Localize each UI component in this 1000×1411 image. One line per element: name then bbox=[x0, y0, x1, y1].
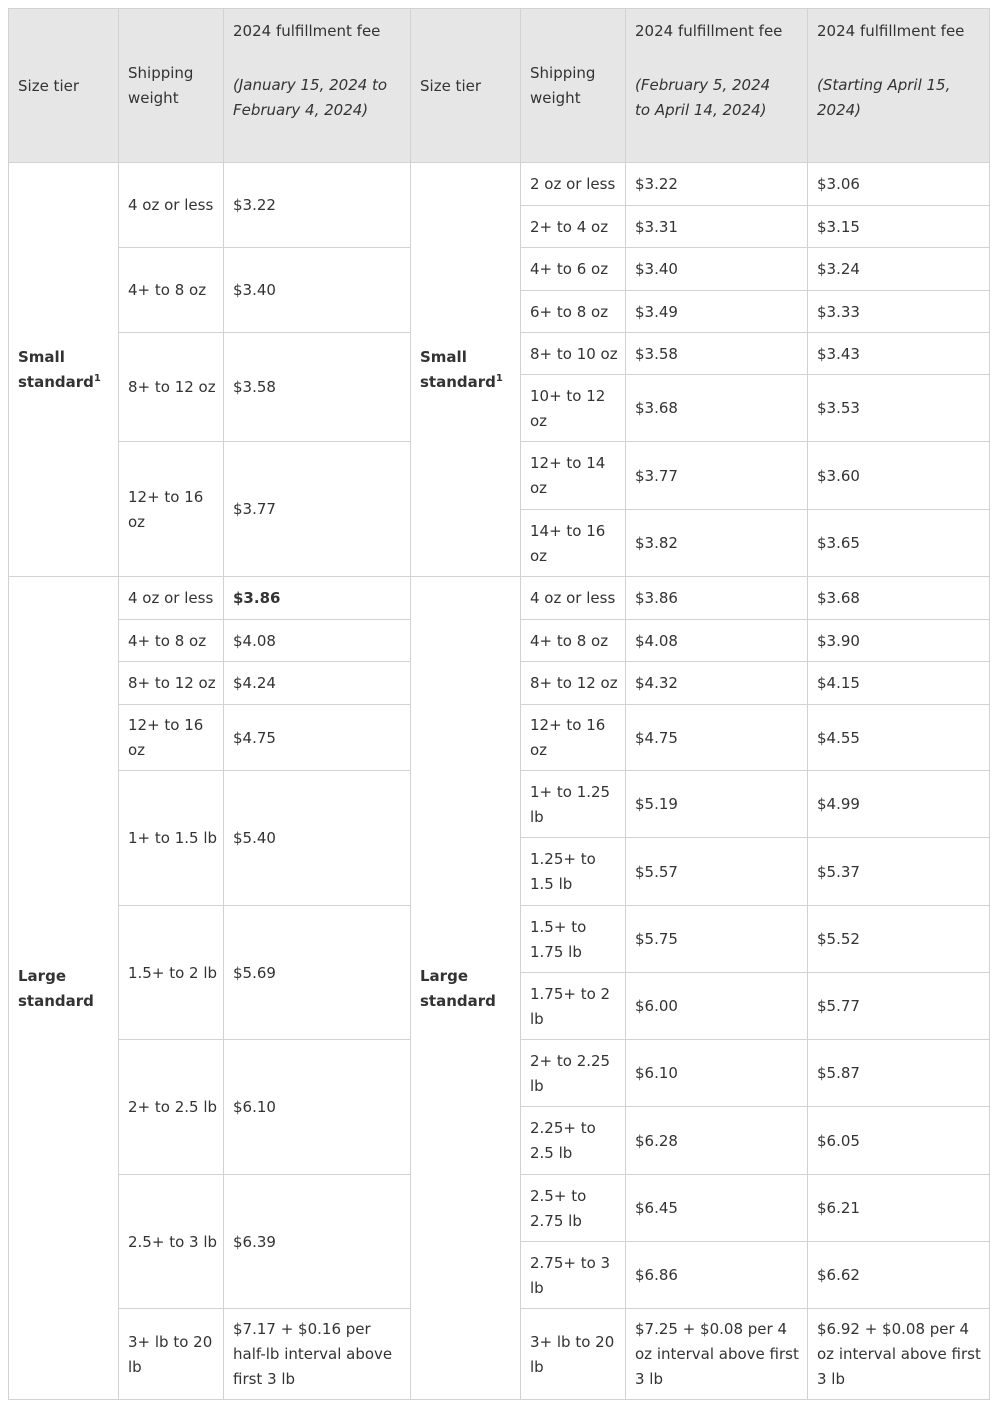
shipping-weight-cell-text: oz bbox=[530, 741, 548, 759]
fee-feb-cell-text: $3.40 bbox=[635, 260, 678, 278]
footnote-marker: 1 bbox=[93, 373, 101, 384]
fee-jan-cell-text: $4.24 bbox=[233, 674, 276, 692]
fee-feb-cell bbox=[625, 905, 808, 973]
fee-feb-cell-text: $5.19 bbox=[635, 795, 678, 813]
shipping-weight-cell bbox=[520, 247, 626, 291]
shipping-weight-cell bbox=[520, 374, 626, 442]
fee-jan-cell bbox=[223, 1039, 411, 1175]
fee-apr-cell-text: $5.87 bbox=[817, 1064, 860, 1082]
fee-apr-cell-text: $4.15 bbox=[817, 674, 860, 692]
shipping-weight-cell-text: 2.5+ to 3 lb bbox=[128, 1233, 218, 1251]
shipping-weight-cell bbox=[118, 704, 224, 771]
fee-apr-cell-text: $5.37 bbox=[817, 863, 860, 881]
fee-jan-cell bbox=[223, 905, 411, 1040]
fee-feb-cell bbox=[625, 837, 808, 906]
fee-jan-cell-text: first 3 lb bbox=[233, 1370, 296, 1388]
fee-feb-cell bbox=[625, 441, 808, 510]
shipping-weight-cell-text: 12+ to 16 bbox=[128, 716, 204, 734]
fee-feb-cell-text: $3.31 bbox=[635, 218, 678, 236]
fee-apr-cell bbox=[807, 290, 990, 333]
shipping-weight-cell bbox=[520, 509, 626, 577]
fee-feb-cell-text: $6.86 bbox=[635, 1266, 678, 1284]
fee-feb-cell-text: $6.00 bbox=[635, 997, 678, 1015]
fee-feb-cell-text: $6.45 bbox=[635, 1199, 678, 1217]
size-tier-large-standard-text: standard bbox=[420, 992, 496, 1010]
header-shipping-weight-text: weight bbox=[530, 89, 581, 107]
shipping-weight-cell-text: 1.5 lb bbox=[530, 875, 573, 893]
shipping-weight-cell bbox=[520, 162, 626, 206]
fee-apr-cell-text: $3.43 bbox=[817, 345, 860, 363]
fee-feb-cell-text: $5.75 bbox=[635, 930, 678, 948]
fee-feb-cell-text: $4.75 bbox=[635, 729, 678, 747]
fee-apr-cell-text: $6.92 + $0.08 per 4 bbox=[817, 1320, 969, 1338]
shipping-weight-cell bbox=[520, 704, 626, 771]
header-shipping-weight-text: Shipping bbox=[530, 64, 596, 82]
shipping-weight-cell-text: 2.75 lb bbox=[530, 1212, 582, 1230]
shipping-weight-cell-text: 1.25+ to bbox=[530, 850, 596, 868]
shipping-weight-cell-text: 4 oz or less bbox=[128, 196, 214, 214]
fee-apr-cell bbox=[807, 1106, 990, 1175]
size-tier-large-standard-text: standard bbox=[18, 992, 94, 1010]
fee-apr-cell-text: $5.77 bbox=[817, 997, 860, 1015]
fee-jan-cell bbox=[223, 247, 411, 333]
fee-feb-cell-text: $3.58 bbox=[635, 345, 678, 363]
shipping-weight-cell bbox=[118, 905, 224, 1040]
shipping-weight-cell-text: 1+ to 1.5 lb bbox=[128, 829, 218, 847]
fee-feb-cell-text: $4.32 bbox=[635, 674, 678, 692]
shipping-weight-cell-text: 8+ to 12 oz bbox=[530, 674, 618, 692]
fee-feb-cell-text: 3 lb bbox=[635, 1370, 664, 1388]
fee-apr-cell-text: $3.24 bbox=[817, 260, 860, 278]
shipping-weight-cell-text: oz bbox=[128, 513, 146, 531]
shipping-weight-cell bbox=[520, 576, 626, 620]
shipping-weight-cell-text: 4+ to 8 oz bbox=[128, 632, 207, 650]
fee-jan-cell bbox=[223, 1174, 411, 1309]
fee-apr-cell-text: $5.52 bbox=[817, 930, 860, 948]
fee-feb-cell bbox=[625, 1308, 808, 1400]
shipping-weight-cell bbox=[118, 619, 224, 662]
size-tier-small-standard bbox=[410, 162, 521, 577]
fee-jan-cell bbox=[223, 704, 411, 771]
shipping-weight-cell-text: 6+ to 8 oz bbox=[530, 303, 609, 321]
shipping-weight-cell bbox=[520, 1241, 626, 1309]
fee-apr-cell-text: $6.62 bbox=[817, 1266, 860, 1284]
shipping-weight-cell-text: 4 oz or less bbox=[128, 589, 214, 607]
shipping-weight-cell bbox=[118, 332, 224, 442]
fee-feb-cell bbox=[625, 704, 808, 771]
fee-jan-cell-text: $3.77 bbox=[233, 500, 276, 518]
shipping-weight-cell-text: 10+ to 12 bbox=[530, 387, 606, 405]
shipping-weight-cell-text: 1.75+ to 2 bbox=[530, 985, 611, 1003]
fee-feb-cell bbox=[625, 509, 808, 577]
fee-feb-cell bbox=[625, 576, 808, 620]
fee-feb-cell bbox=[625, 1039, 808, 1107]
shipping-weight-cell-text: lb bbox=[530, 1077, 544, 1095]
fee-apr-cell-text: $3.53 bbox=[817, 399, 860, 417]
fee-feb-cell bbox=[625, 162, 808, 206]
fee-apr-cell bbox=[807, 661, 990, 705]
shipping-weight-cell bbox=[520, 1308, 626, 1400]
header-size-tier-text: Size tier bbox=[18, 77, 80, 95]
size-tier-large-standard bbox=[410, 576, 521, 1400]
fee-feb-cell-text: $5.57 bbox=[635, 863, 678, 881]
shipping-weight-cell bbox=[118, 1039, 224, 1175]
shipping-weight-cell-text: 2+ to 2.25 bbox=[530, 1052, 611, 1070]
size-tier-small-standard-text: Small bbox=[420, 348, 467, 366]
fee-feb-cell bbox=[625, 374, 808, 442]
header-shipping-weight bbox=[118, 8, 224, 163]
header-fee-title: 2024 fulfillment fee bbox=[635, 22, 783, 40]
fee-apr-cell bbox=[807, 332, 990, 375]
shipping-weight-cell bbox=[520, 905, 626, 973]
fee-feb-cell bbox=[625, 1241, 808, 1309]
fee-jan-cell-text: $3.58 bbox=[233, 378, 276, 396]
fee-jan-cell-text: $3.40 bbox=[233, 281, 276, 299]
fee-feb-cell bbox=[625, 1174, 808, 1242]
fee-jan-cell bbox=[223, 576, 411, 620]
fee-jan-cell-text: $5.40 bbox=[233, 829, 276, 847]
fee-apr-cell-text: $3.06 bbox=[817, 175, 860, 193]
fee-jan-cell bbox=[223, 162, 411, 248]
fee-jan-cell-text: $6.39 bbox=[233, 1233, 276, 1251]
shipping-weight-cell bbox=[118, 162, 224, 248]
shipping-weight-cell-text: 1+ to 1.25 bbox=[530, 783, 611, 801]
shipping-weight-cell-text: 12+ to 16 bbox=[128, 488, 204, 506]
header-fee-feb bbox=[625, 8, 808, 163]
fee-apr-cell bbox=[807, 441, 990, 510]
shipping-weight-cell bbox=[520, 972, 626, 1040]
shipping-weight-cell-text: 12+ to 16 bbox=[530, 716, 606, 734]
shipping-weight-cell-text: oz bbox=[530, 547, 548, 565]
fee-jan-cell bbox=[223, 661, 411, 705]
fee-apr-cell-text: $6.21 bbox=[817, 1199, 860, 1217]
fee-apr-cell bbox=[807, 576, 990, 620]
shipping-weight-cell-text: 12+ to 14 bbox=[530, 454, 606, 472]
shipping-weight-cell-text: 1.5+ to 2 lb bbox=[128, 964, 218, 982]
shipping-weight-cell-text: 4+ to 6 oz bbox=[530, 260, 609, 278]
shipping-weight-cell bbox=[520, 1106, 626, 1175]
shipping-weight-cell bbox=[520, 1174, 626, 1242]
shipping-weight-cell-text: oz bbox=[530, 479, 548, 497]
shipping-weight-cell bbox=[118, 247, 224, 333]
shipping-weight-cell bbox=[520, 619, 626, 662]
shipping-weight-cell bbox=[520, 770, 626, 838]
fee-jan-cell bbox=[223, 1308, 411, 1400]
fee-apr-cell bbox=[807, 1174, 990, 1242]
shipping-weight-cell-text: 2.5+ to bbox=[530, 1187, 587, 1205]
fee-jan-cell bbox=[223, 332, 411, 442]
shipping-weight-cell bbox=[520, 205, 626, 248]
shipping-weight-cell-text: lb bbox=[530, 1279, 544, 1297]
footnote-marker: 1 bbox=[495, 373, 503, 384]
fee-feb-cell bbox=[625, 972, 808, 1040]
shipping-weight-cell-text: 1.75 lb bbox=[530, 943, 582, 961]
shipping-weight-cell-text: 2+ to 2.5 lb bbox=[128, 1098, 218, 1116]
fee-feb-cell bbox=[625, 247, 808, 291]
shipping-weight-cell-text: 1.5+ to bbox=[530, 918, 587, 936]
header-shipping-weight-text: weight bbox=[128, 89, 179, 107]
shipping-weight-cell-text: 2+ to 4 oz bbox=[530, 218, 609, 236]
shipping-weight-cell bbox=[520, 661, 626, 705]
fee-feb-cell bbox=[625, 1106, 808, 1175]
fee-apr-cell-text: $6.05 bbox=[817, 1132, 860, 1150]
header-fee-period: 2024) bbox=[817, 101, 862, 119]
fee-apr-cell bbox=[807, 905, 990, 973]
shipping-weight-cell bbox=[520, 1039, 626, 1107]
fee-apr-cell bbox=[807, 374, 990, 442]
fee-apr-cell-text: $3.90 bbox=[817, 632, 860, 650]
fee-feb-cell-text: $6.10 bbox=[635, 1064, 678, 1082]
fee-feb-cell-text: $3.68 bbox=[635, 399, 678, 417]
fee-apr-cell bbox=[807, 205, 990, 248]
fee-jan-cell-text: $7.17 + $0.16 per bbox=[233, 1320, 371, 1338]
shipping-weight-cell bbox=[520, 290, 626, 333]
header-shipping-weight bbox=[520, 8, 626, 163]
fee-apr-cell bbox=[807, 247, 990, 291]
header-size-tier-text: Size tier bbox=[420, 77, 482, 95]
shipping-weight-cell-text: 8+ to 10 oz bbox=[530, 345, 618, 363]
fee-jan-cell bbox=[223, 441, 411, 577]
shipping-weight-cell bbox=[118, 770, 224, 906]
header-fee-title: 2024 fulfillment fee bbox=[817, 22, 965, 40]
fee-jan-cell-text: $5.69 bbox=[233, 964, 276, 982]
shipping-weight-cell bbox=[118, 441, 224, 577]
fee-feb-cell bbox=[625, 661, 808, 705]
header-fee-jan bbox=[223, 8, 411, 163]
shipping-weight-cell-text: lb bbox=[530, 1010, 544, 1028]
shipping-weight-cell-text: oz bbox=[530, 412, 548, 430]
fee-apr-cell-text: 3 lb bbox=[817, 1370, 846, 1388]
fee-feb-cell-text: $3.77 bbox=[635, 467, 678, 485]
shipping-weight-cell-text: oz bbox=[128, 741, 146, 759]
fee-jan-cell bbox=[223, 770, 411, 906]
shipping-weight-cell-text: 3+ lb to 20 bbox=[530, 1333, 615, 1351]
fee-apr-cell-text: $3.33 bbox=[817, 303, 860, 321]
header-fee-period: February 4, 2024) bbox=[233, 101, 369, 119]
header-fee-period: (Starting April 15, bbox=[817, 76, 951, 94]
shipping-weight-cell-text: 2.5 lb bbox=[530, 1144, 573, 1162]
fee-feb-cell-text: $4.08 bbox=[635, 632, 678, 650]
shipping-weight-cell-text: lb bbox=[530, 1358, 544, 1376]
fee-feb-cell-text: $3.49 bbox=[635, 303, 678, 321]
fee-jan-cell-text: half-lb interval above bbox=[233, 1345, 393, 1363]
shipping-weight-cell bbox=[520, 837, 626, 906]
fee-feb-cell bbox=[625, 770, 808, 838]
fee-apr-cell-text: oz interval above first bbox=[817, 1345, 981, 1363]
shipping-weight-cell-text: 3+ lb to 20 bbox=[128, 1333, 213, 1351]
shipping-weight-cell-text: 2.75+ to 3 bbox=[530, 1254, 611, 1272]
fee-feb-cell-text: $3.22 bbox=[635, 175, 678, 193]
shipping-weight-cell-text: 14+ to 16 bbox=[530, 522, 606, 540]
shipping-weight-cell-text: 2.25+ to bbox=[530, 1119, 596, 1137]
fee-feb-cell-text: $7.25 + $0.08 per 4 bbox=[635, 1320, 787, 1338]
fee-apr-cell bbox=[807, 619, 990, 662]
header-fee-period: (February 5, 2024 bbox=[635, 76, 771, 94]
size-tier-small-standard bbox=[8, 162, 119, 577]
fee-apr-cell bbox=[807, 509, 990, 577]
shipping-weight-cell-text: 4 oz or less bbox=[530, 589, 616, 607]
size-tier-small-standard-text: Small bbox=[18, 348, 65, 366]
fee-jan-cell-text: $3.22 bbox=[233, 196, 276, 214]
size-tier-large-standard bbox=[8, 576, 119, 1400]
fee-apr-cell bbox=[807, 162, 990, 206]
shipping-weight-cell bbox=[118, 1174, 224, 1309]
header-fee-title: 2024 fulfillment fee bbox=[233, 22, 381, 40]
shipping-weight-cell bbox=[520, 441, 626, 510]
fee-apr-cell-text: $4.99 bbox=[817, 795, 860, 813]
shipping-weight-cell bbox=[118, 576, 224, 620]
fee-apr-cell bbox=[807, 972, 990, 1040]
header-fee-apr bbox=[807, 8, 990, 163]
header-size-tier bbox=[8, 8, 119, 163]
fee-jan-cell-text: $4.08 bbox=[233, 632, 276, 650]
fee-apr-cell bbox=[807, 1241, 990, 1309]
fee-jan-cell-text: $3.86 bbox=[233, 589, 281, 607]
fee-feb-cell-text: $3.82 bbox=[635, 534, 678, 552]
header-fee-period: (January 15, 2024 to bbox=[233, 76, 388, 94]
shipping-weight-cell-text: 2 oz or less bbox=[530, 175, 616, 193]
fee-apr-cell bbox=[807, 770, 990, 838]
shipping-weight-cell bbox=[118, 1308, 224, 1400]
header-shipping-weight-text: Shipping bbox=[128, 64, 194, 82]
fee-feb-cell-text: $3.86 bbox=[635, 589, 678, 607]
fee-jan-cell-text: $6.10 bbox=[233, 1098, 276, 1116]
fee-apr-cell bbox=[807, 1039, 990, 1107]
fee-feb-cell bbox=[625, 205, 808, 248]
shipping-weight-cell-text: 4+ to 8 oz bbox=[530, 632, 609, 650]
fee-apr-cell bbox=[807, 704, 990, 771]
header-size-tier bbox=[410, 8, 521, 163]
size-tier-large-standard-text: Large bbox=[420, 967, 468, 985]
fee-feb-cell bbox=[625, 332, 808, 375]
shipping-weight-cell bbox=[520, 332, 626, 375]
size-tier-large-standard-text: Large bbox=[18, 967, 66, 985]
shipping-weight-cell-text: 8+ to 12 oz bbox=[128, 378, 216, 396]
fee-jan-cell bbox=[223, 619, 411, 662]
fee-jan-cell-text: $4.75 bbox=[233, 729, 276, 747]
fee-apr-cell-text: $3.60 bbox=[817, 467, 860, 485]
size-tier-small-standard-text: standard bbox=[18, 373, 94, 391]
header-fee-period: to April 14, 2024) bbox=[635, 101, 767, 119]
fee-apr-cell-text: $3.68 bbox=[817, 589, 860, 607]
fee-apr-cell-text: $3.65 bbox=[817, 534, 860, 552]
fee-apr-cell bbox=[807, 1308, 990, 1400]
fee-feb-cell-text: oz interval above first bbox=[635, 1345, 799, 1363]
shipping-weight-cell-text: lb bbox=[128, 1358, 142, 1376]
shipping-weight-cell-text: 4+ to 8 oz bbox=[128, 281, 207, 299]
fee-apr-cell-text: $4.55 bbox=[817, 729, 860, 747]
shipping-weight-cell-text: 8+ to 12 oz bbox=[128, 674, 216, 692]
fee-feb-cell bbox=[625, 619, 808, 662]
fee-apr-cell-text: $3.15 bbox=[817, 218, 860, 236]
fee-feb-cell bbox=[625, 290, 808, 333]
shipping-weight-cell bbox=[118, 661, 224, 705]
shipping-weight-cell-text: lb bbox=[530, 808, 544, 826]
fee-feb-cell-text: $6.28 bbox=[635, 1132, 678, 1150]
fee-apr-cell bbox=[807, 837, 990, 906]
size-tier-small-standard-text: standard bbox=[420, 373, 496, 391]
